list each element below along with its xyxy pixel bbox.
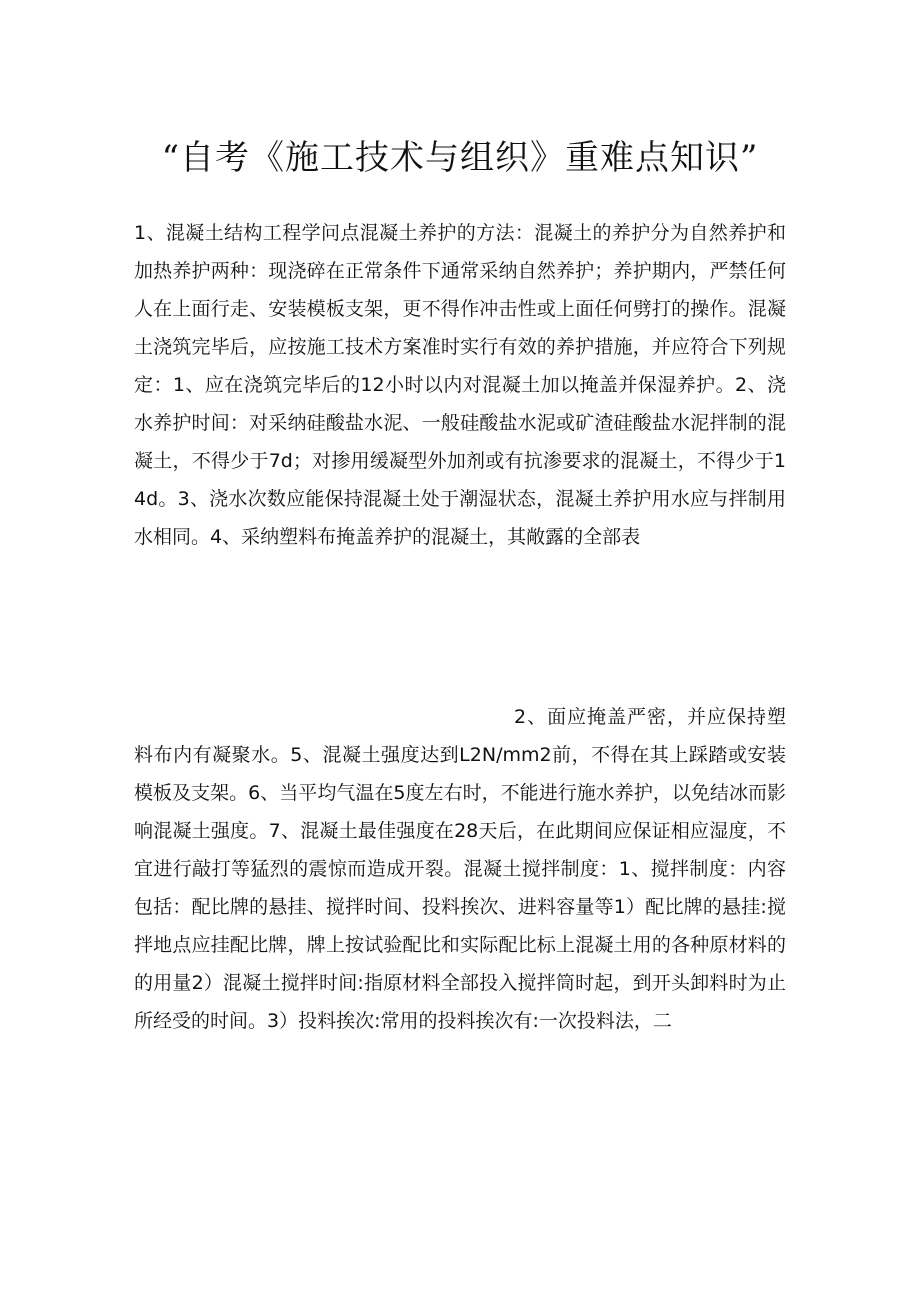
paragraph-mixing-rules: 2、面应掩盖严密，并应保持塑料布内有凝聚水。5、混凝土强度达到L2N/mm2前，不得在其上踩踏或安装模板及支架。6、当平均气温在5度左右时，不能进行施水养护，以免结冰而影响混凝土强度。7、混凝土最佳强度在28天后，在此期间应保证相应湿度，不宜进行敲打等猛烈的震惊而造成开裂。混凝土搅拌制度：1、搅拌制度：内容包括：配比牌的悬挂、搅拌时间、投料挨次、进料容量等1）配比牌的悬挂:搅拌地点应挂配比牌，牌上按试验配比和实际配比标上混凝土用的各种原材料的的用量2）混凝土搅拌时间:指原材料全部投入搅拌筒时起，到开头卸料时为止所经受的时间。3）投料挨次:常用的投料挨次有:一次投料法，二 [134, 706, 786, 1032]
paragraph-curing-methods: 1、混凝土结构工程学问点混凝土养护的方法：混凝土的养护分为自然养护和加热养护两种：现浇碎在正常条件下通常采纳自然养护；养护期内，严禁任何人在上面行走、安装模板支架，更不得作冲击性或上面任何劈打的操作。混凝土浇筑完毕后，应按施工技术方案准时实行有效的养护措施，并应符合下列规定：1、应在浇筑完毕后的12小时以内对混凝土加以掩盖并保湿养护。2、浇水养护时间：对采纳硅酸盐水泥、一般硅酸盐水泥或矿渣硅酸盐水泥拌制的混凝土，不得少于7d；对掺用缓凝型外加剂或有抗渗要求的混凝土，不得少于14d。3、浇水次数应能保持混凝土处于潮湿状态，混凝土养护用水应与拌制用水相同。4、采纳塑料布掩盖养护的混凝土，其敞露的全部表 [134, 222, 786, 548]
document-title: “自考《施工技术与组织》重难点知识” [161, 138, 759, 178]
